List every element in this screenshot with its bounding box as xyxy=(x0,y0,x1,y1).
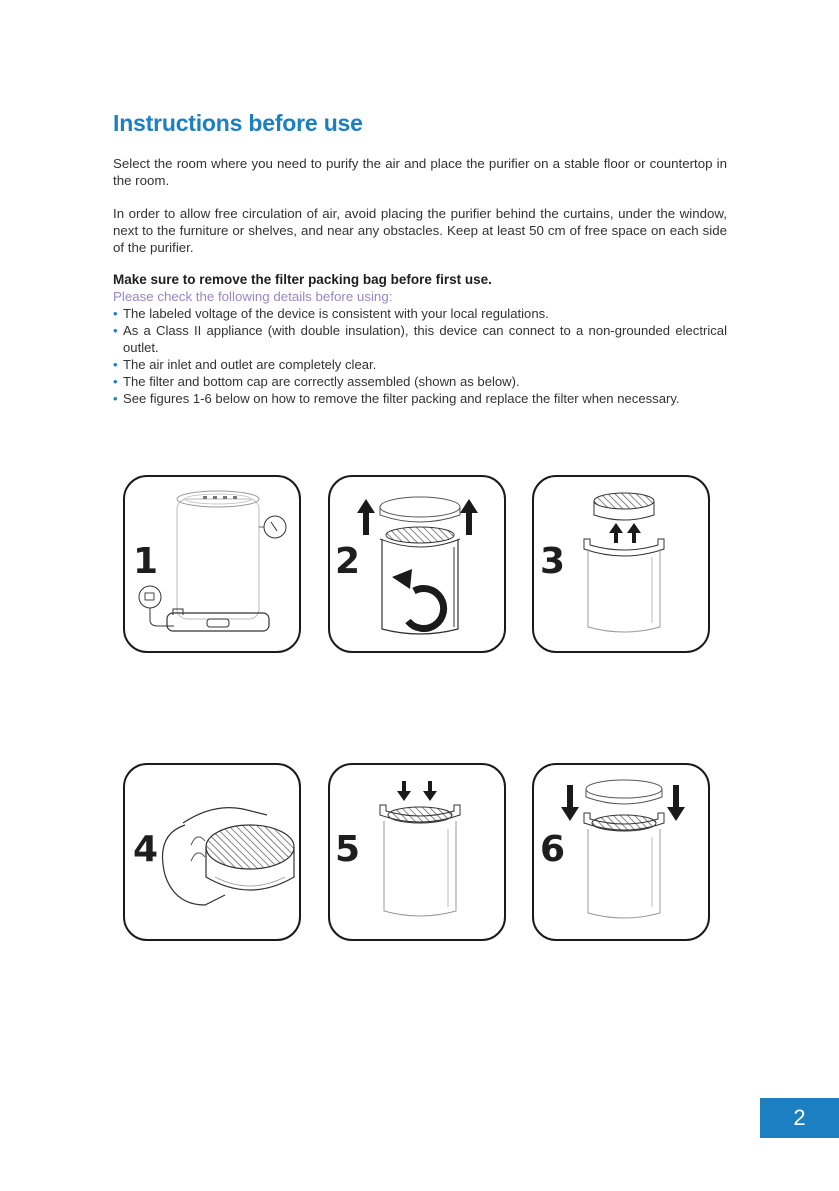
bullet-dot: • xyxy=(113,391,118,406)
figure-2-panel xyxy=(328,475,506,653)
figure-number: 5 xyxy=(335,829,361,870)
checklist xyxy=(113,305,727,407)
checklist-item: • See figures 1-6 below on how to remove the filter packing and replace the filter when necessary. xyxy=(113,391,680,406)
figure-number: 4 xyxy=(133,829,159,870)
figure-3-panel xyxy=(532,475,710,653)
page-title: Instructions before use xyxy=(113,110,363,136)
paragraph-room-placement: Select the room where you need to purify the air and place the purifier on a stable floor or countertop in the room. xyxy=(113,156,727,188)
figure-5-panel xyxy=(328,763,506,941)
bullet-dot: • xyxy=(113,357,118,372)
figure-number: 3 xyxy=(540,541,566,582)
filter-bag-warning: Make sure to remove the filter packing bag before first use. xyxy=(113,272,492,287)
figure-number: 2 xyxy=(335,541,361,582)
figure-number: 1 xyxy=(133,541,159,582)
checklist-item: • As a Class II appliance (with double insulation), this device can connect to a non-grounded electrical outlet. xyxy=(113,323,727,355)
figure-4-panel xyxy=(123,763,301,941)
figure-1-panel xyxy=(123,475,301,653)
figure-6-panel xyxy=(532,763,710,941)
checklist-item: • The filter and bottom cap are correctly assembled (shown as below). xyxy=(113,374,520,389)
page-number: 2 xyxy=(760,1098,839,1138)
bullet-dot: • xyxy=(113,306,118,321)
paragraph-air-circulation: In order to allow free circulation of air, avoid placing the purifier behind the curtains, under the window, next to the furniture or shelves, and near any obstacles. Keep at least 50 cm of free space on each side of the purifier. xyxy=(113,206,727,255)
bullet-dot: • xyxy=(113,374,118,389)
checklist-item: • The air inlet and outlet are completely clear. xyxy=(113,357,377,372)
checklist-item: • The labeled voltage of the device is consistent with your local regulations. xyxy=(113,306,549,321)
figure-number: 6 xyxy=(540,829,566,870)
bullet-dot: • xyxy=(113,323,118,338)
check-heading: Please check the following details before using: xyxy=(113,289,393,304)
